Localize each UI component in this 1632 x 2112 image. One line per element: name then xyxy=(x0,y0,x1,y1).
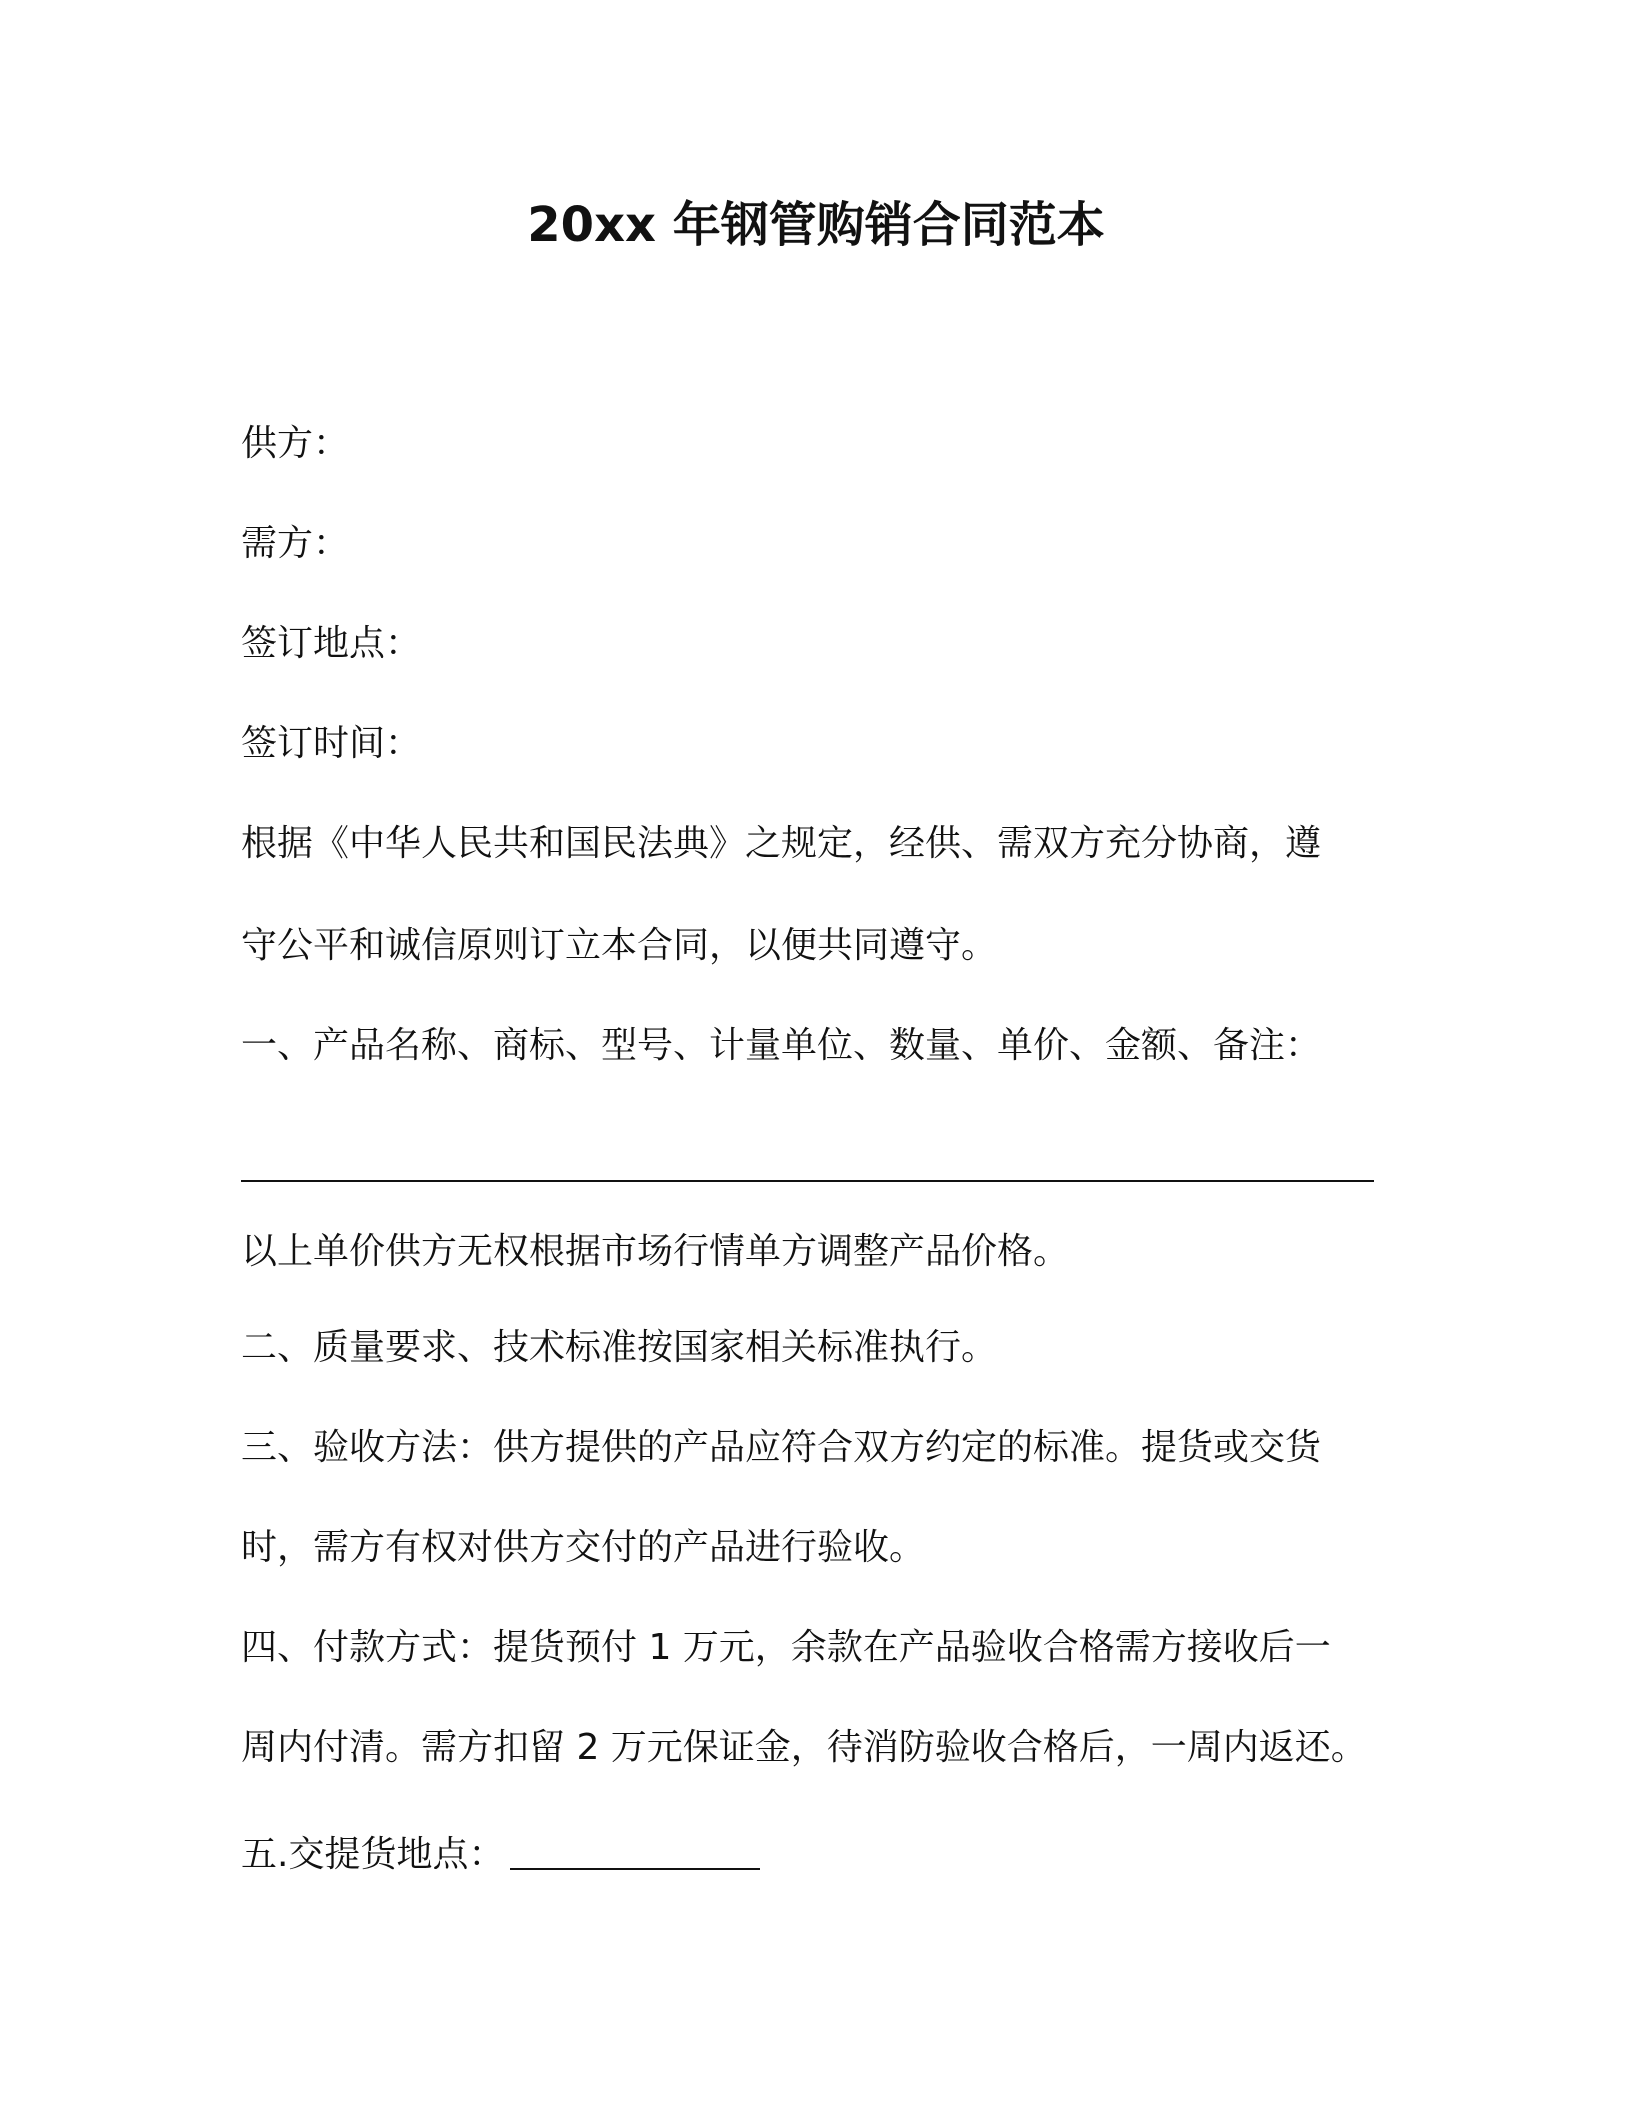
clause-5-label: 五.交提货地点： xyxy=(241,1834,505,1875)
intro-line-2: 守公平和诚信原则订立本合同，以便共同遵守。 xyxy=(241,925,998,966)
signing-time-field: 签订时间： xyxy=(241,723,422,764)
clause-2-quality: 二、质量要求、技术标准按国家相关标准执行。 xyxy=(241,1327,998,1368)
product-details-blank-line xyxy=(241,1180,1374,1182)
clause-3-line-2: 时，需方有权对供方交付的产品进行验收。 xyxy=(241,1527,926,1568)
supplier-field: 供方： xyxy=(241,423,350,464)
buyer-field: 需方： xyxy=(241,523,350,564)
clause-1-price-note: 以上单价供方无权根据市场行情单方调整产品价格。 xyxy=(241,1231,1070,1272)
delivery-place-blank xyxy=(510,1828,760,1870)
clause-4-line-1: 四、付款方式：提货预付 1 万元，余款在产品验收合格需方接收后一 xyxy=(241,1627,1331,1668)
contract-title: 20xx 年钢管购销合同范本 xyxy=(527,197,1105,253)
clause-1-heading: 一、产品名称、商标、型号、计量单位、数量、单价、金额、备注： xyxy=(241,1025,1322,1066)
clause-5-delivery-place xyxy=(241,1824,760,1879)
intro-line-1: 根据《中华人民共和国民法典》之规定，经供、需双方充分协商，遵 xyxy=(241,823,1322,864)
clause-4-line-2: 周内付清。需方扣留 2 万元保证金，待消防验收合格后，一周内返还。 xyxy=(241,1727,1367,1768)
clause-3-line-1: 三、验收方法：供方提供的产品应符合双方约定的标准。提货或交货 xyxy=(241,1427,1322,1468)
signing-place-field: 签订地点： xyxy=(241,623,422,664)
